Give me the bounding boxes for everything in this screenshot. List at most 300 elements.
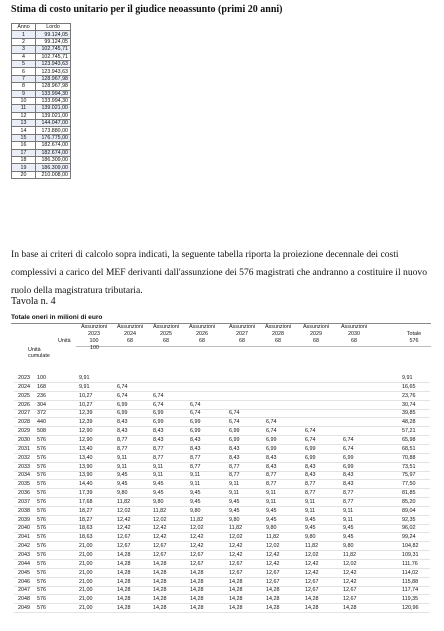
row-total: 48,28 [402, 419, 416, 426]
row-rule [14, 541, 430, 542]
row-value: 21,00 [79, 552, 93, 558]
row-value: 14,28 [117, 578, 131, 585]
row-value: 17,39 [79, 490, 93, 497]
row-year: 2048 [18, 596, 30, 603]
row-unita-cumulate: 576 [37, 436, 46, 443]
cell-anno: 5 [12, 60, 36, 67]
row-value: 8,43 [190, 445, 201, 452]
table4-header-rule [76, 346, 431, 347]
row-total: 85,20 [402, 498, 416, 505]
row-unita-cumulate: 372 [37, 410, 46, 417]
row-value: 8,43 [343, 472, 354, 479]
row-value: 6,74 [117, 383, 128, 390]
table-row [12, 157, 71, 164]
row-value: 9,45 [343, 534, 354, 541]
cell-lordo: 128.967,98 [36, 75, 71, 82]
cell-anno: 9 [12, 90, 36, 97]
row-year: 2034 [18, 472, 30, 479]
header-assunzioni-count: 68 [313, 338, 319, 344]
row-value: 11,82 [343, 552, 357, 558]
row-value: 21,00 [79, 569, 93, 576]
row-value: 21,00 [79, 578, 93, 585]
row-year: 2042 [18, 543, 30, 550]
row-year: 2029 [18, 428, 30, 435]
row-value: 12,02 [305, 552, 319, 558]
cell-anno: 15 [12, 134, 36, 141]
row-value: 14,28 [343, 605, 357, 612]
row-value: 13,40 [79, 445, 93, 452]
row-value: 12,42 [117, 516, 131, 523]
row-rule [14, 479, 430, 480]
row-value: 14,28 [305, 596, 319, 603]
row-value: 14,28 [266, 605, 280, 612]
row-value: 9,11 [117, 454, 128, 461]
row-value: 9,80 [343, 543, 354, 550]
table-row [12, 60, 71, 67]
row-value: 11,82 [190, 516, 204, 523]
row-value: 9,80 [229, 516, 240, 523]
row-total: 96,02 [402, 525, 416, 532]
row-value: 12,67 [305, 578, 319, 585]
row-unita-cumulate: 576 [37, 463, 46, 470]
cell-lordo: 102.745,71 [36, 53, 71, 60]
row-value: 14,28 [190, 569, 204, 576]
cell-lordo: 123.943,63 [36, 60, 71, 67]
row-year: 2023 [18, 375, 30, 381]
row-unita-cumulate: 576 [37, 552, 46, 558]
row-value: 6,74 [229, 410, 240, 417]
row-unita-cumulate: 576 [37, 587, 46, 594]
row-unita-cumulate: 576 [37, 569, 46, 576]
row-value: 14,28 [153, 587, 167, 594]
header-totale-count: 576 [409, 338, 419, 344]
row-year: 2024 [18, 383, 30, 390]
table-row [12, 31, 71, 38]
row-value: 12,67 [266, 569, 280, 576]
row-value: 8,77 [266, 472, 277, 479]
row-value: 17,68 [79, 498, 93, 505]
row-value: 14,28 [153, 596, 167, 603]
table-row [12, 75, 71, 82]
row-value: 6,99 [190, 419, 201, 426]
row-value: 8,43 [343, 481, 354, 488]
unit-cost-table [11, 23, 71, 179]
row-rule [14, 568, 430, 569]
header-assunzioni-count: 68 [163, 338, 169, 344]
row-value: 6,99 [117, 410, 128, 417]
row-total: 111,76 [402, 560, 418, 567]
row-unita-cumulate: 440 [37, 419, 46, 426]
header-totale-label: Totale [406, 331, 422, 337]
row-value: 12,42 [343, 578, 357, 585]
row-value: 6,99 [190, 428, 201, 435]
table-row [12, 120, 71, 127]
row-value: 8,77 [305, 490, 316, 497]
row-total: 9,91 [402, 375, 413, 381]
row-total: 77,50 [402, 481, 416, 488]
row-value: 6,74 [343, 436, 354, 443]
row-value: 6,99 [305, 445, 316, 452]
row-value: 14,28 [190, 587, 204, 594]
row-value: 21,00 [79, 543, 93, 550]
row-year: 2046 [18, 578, 30, 585]
row-value: 14,28 [229, 578, 243, 585]
table-row [12, 171, 71, 178]
row-rule [14, 497, 430, 498]
header-assunzioni-count: 100 [89, 338, 99, 344]
row-year: 2027 [18, 410, 30, 417]
row-value: 12,67 [190, 560, 204, 567]
row-value: 12,67 [117, 534, 131, 541]
row-value: 18,27 [79, 516, 93, 523]
table-row [12, 142, 71, 149]
row-year: 2038 [18, 507, 30, 514]
cell-anno: 6 [12, 68, 36, 75]
cell-anno: 17 [12, 149, 36, 156]
header-assunzioni-year: 2024 [124, 331, 136, 337]
row-year: 2041 [18, 534, 30, 541]
row-rule [14, 550, 430, 551]
row-year: 2037 [18, 498, 30, 505]
row-value: 6,74 [190, 410, 201, 417]
cell-lordo: 133.994,30 [36, 90, 71, 97]
row-value: 11,82 [117, 498, 131, 505]
row-year: 2040 [18, 525, 30, 532]
cell-lordo: 123.943,63 [36, 68, 71, 75]
row-rule [14, 586, 430, 587]
row-value: 12,39 [79, 410, 93, 417]
row-unita-cumulate: 576 [37, 481, 46, 488]
cell-anno: 1 [12, 31, 36, 38]
row-total: 104,82 [402, 543, 419, 550]
row-total: 81,85 [402, 490, 416, 497]
row-unita-cumulate: 576 [37, 543, 46, 550]
row-value: 8,77 [153, 454, 164, 461]
row-value: 12,42 [229, 552, 243, 558]
cell-lordo: 99.124,05 [36, 31, 71, 38]
row-value: 6,74 [266, 428, 277, 435]
row-value: 6,99 [266, 436, 277, 443]
table-row [12, 46, 71, 53]
row-value: 6,99 [266, 445, 277, 452]
row-value: 6,99 [343, 454, 354, 461]
header-assunzioni-count: 68 [127, 338, 133, 344]
row-value: 12,42 [266, 560, 280, 567]
row-total: 109,31 [402, 552, 419, 558]
row-value: 14,40 [79, 481, 93, 488]
row-value: 18,63 [79, 525, 93, 532]
row-value: 10,27 [79, 392, 93, 399]
row-value: 12,67 [305, 587, 319, 594]
header-unita-label: Unità [58, 338, 71, 344]
row-value: 12,67 [117, 543, 131, 550]
row-value: 12,42 [190, 543, 204, 550]
row-value: 12,02 [153, 516, 167, 523]
table-row [12, 90, 71, 97]
row-value: 9,45 [305, 516, 316, 523]
row-value: 14,28 [190, 605, 204, 612]
header-assunzioni-label: Assunzioni [264, 324, 292, 330]
row-value: 8,77 [343, 490, 354, 497]
row-year: 2032 [18, 454, 30, 461]
row-value: 9,45 [190, 498, 201, 505]
cell-anno: 18 [12, 157, 36, 164]
row-value: 12,67 [343, 587, 357, 594]
row-value: 21,00 [79, 596, 93, 603]
row-value: 14,28 [153, 578, 167, 585]
row-unita-cumulate: 304 [37, 401, 46, 408]
row-year: 2045 [18, 569, 30, 576]
cell-anno: 7 [12, 75, 36, 82]
row-year: 2043 [18, 552, 30, 558]
row-value: 9,45 [117, 481, 128, 488]
cell-lordo: 99.124,05 [36, 38, 71, 45]
row-value: 9,11 [190, 472, 201, 479]
row-value: 6,74 [117, 392, 128, 399]
header-assunzioni-year: 2025 [160, 331, 172, 337]
row-value: 8,43 [305, 472, 316, 479]
row-year: 2049 [18, 605, 30, 612]
row-value: 6,74 [305, 428, 316, 435]
row-value: 6,74 [305, 436, 316, 443]
table-caption: Tavola n. 4 [11, 296, 56, 307]
row-unita-cumulate: 576 [37, 578, 46, 585]
row-value: 9,11 [229, 490, 240, 497]
row-value: 6,74 [153, 392, 164, 399]
header-assunzioni-label: Assunzioni [188, 324, 216, 330]
row-value: 12,02 [190, 525, 204, 532]
row-value: 12,67 [153, 552, 167, 558]
row-rule [14, 426, 430, 427]
header-assunzioni-year: 2030 [348, 331, 360, 337]
row-value: 12,42 [229, 543, 243, 550]
header-assunzioni-year: 2029 [310, 331, 322, 337]
row-total: 16,65 [402, 383, 416, 390]
row-value: 11,82 [266, 534, 280, 541]
header-unita-cumulate-label: Unità cumulate [28, 347, 50, 359]
table-row [12, 127, 71, 134]
row-rule [14, 462, 430, 463]
header-first-unita: 100 [90, 345, 99, 351]
row-rule [14, 444, 430, 445]
row-value: 14,28 [117, 596, 131, 603]
row-rule [14, 391, 430, 392]
header-assunzioni-count: 68 [199, 338, 205, 344]
row-value: 8,43 [229, 445, 240, 452]
row-value: 12,39 [79, 419, 93, 426]
row-value: 14,28 [117, 605, 131, 612]
row-value: 12,02 [229, 534, 243, 541]
row-rule [14, 506, 430, 507]
header-assunzioni-count: 68 [275, 338, 281, 344]
row-unita-cumulate: 100 [37, 375, 46, 381]
row-value: 6,74 [343, 445, 354, 452]
row-value: 6,99 [229, 436, 240, 443]
row-total: 23,76 [402, 392, 416, 399]
column-header-lordo: Lordo [36, 24, 71, 31]
row-value: 9,45 [229, 498, 240, 505]
cell-anno: 11 [12, 105, 36, 112]
row-value: 8,77 [190, 454, 201, 461]
row-value: 6,99 [117, 401, 128, 408]
row-value: 14,28 [117, 560, 131, 567]
row-value: 9,11 [229, 481, 240, 488]
row-value: 6,74 [266, 419, 277, 426]
row-value: 12,42 [153, 525, 167, 532]
row-value: 9,45 [153, 481, 164, 488]
row-value: 9,11 [305, 498, 316, 505]
table-row [12, 68, 71, 75]
cell-anno: 4 [12, 53, 36, 60]
row-value: 9,11 [190, 481, 201, 488]
row-value: 8,77 [117, 436, 128, 443]
cell-lordo: 133.994,30 [36, 97, 71, 104]
body-paragraph: In base ai criteri di calcolo sopra indicati, la seguente tabella riporta la proiezione decennale dei costi complessivi a carico del MEF derivanti dall'assunzione dei 576 magistrati che andranno a costituire il nuovo ruolo della magistratura tributaria. [11, 249, 428, 296]
row-rule [14, 532, 430, 533]
table-row [12, 38, 71, 45]
row-value: 8,43 [266, 463, 277, 470]
row-rule [14, 603, 430, 604]
row-value: 14,28 [153, 569, 167, 576]
cell-lordo: 128.967,98 [36, 83, 71, 90]
row-value: 13,90 [79, 463, 93, 470]
row-value: 8,77 [190, 463, 201, 470]
row-value: 9,45 [305, 525, 316, 532]
row-value: 9,11 [266, 490, 277, 497]
row-value: 14,28 [229, 605, 243, 612]
row-value: 12,02 [343, 560, 357, 567]
row-year: 2026 [18, 401, 30, 408]
table-row [12, 105, 71, 112]
row-value: 8,77 [266, 481, 277, 488]
row-rule [14, 471, 430, 472]
row-year: 2044 [18, 560, 30, 567]
header-assunzioni-count: 68 [239, 338, 245, 344]
table-row [12, 149, 71, 156]
row-year: 2031 [18, 445, 30, 452]
row-unita-cumulate: 576 [37, 454, 46, 461]
row-value: 21,00 [79, 605, 93, 612]
row-year: 2030 [18, 436, 30, 443]
row-value: 9,45 [229, 507, 240, 514]
row-unita-cumulate: 508 [37, 428, 46, 435]
unit-cost-table-body [12, 31, 71, 179]
cell-anno: 8 [12, 83, 36, 90]
row-unita-cumulate: 576 [37, 472, 46, 479]
row-value: 12,02 [117, 507, 131, 514]
row-value: 6,74 [229, 419, 240, 426]
table-row [12, 112, 71, 119]
row-total: 119,35 [402, 596, 419, 603]
cell-lordo: 173.880,00 [36, 127, 71, 134]
cell-lordo: 182.674,00 [36, 142, 71, 149]
row-value: 6,74 [153, 401, 164, 408]
row-value: 12,42 [190, 534, 204, 541]
row-unita-cumulate: 576 [37, 605, 46, 612]
cell-anno: 14 [12, 127, 36, 134]
row-value: 8,43 [153, 436, 164, 443]
row-unita-cumulate: 236 [37, 392, 46, 399]
row-value: 8,77 [343, 498, 354, 505]
row-unita-cumulate: 576 [37, 560, 46, 567]
row-rule [14, 524, 430, 525]
row-value: 12,42 [153, 534, 167, 541]
header-assunzioni-label: Assunzioni [340, 324, 368, 330]
cell-anno: 16 [12, 142, 36, 149]
row-value: 12,42 [305, 569, 319, 576]
table-row [12, 97, 71, 104]
table4-title: Totale oneri in milioni di euro [11, 314, 103, 321]
row-total: 73,51 [402, 463, 416, 470]
row-value: 8,77 [153, 445, 164, 452]
row-value: 21,00 [79, 560, 93, 567]
row-unita-cumulate: 576 [37, 516, 46, 523]
row-value: 9,11 [117, 463, 128, 470]
row-value: 8,77 [229, 472, 240, 479]
row-total: 30,74 [402, 401, 416, 408]
cell-lordo: 144.047,00 [36, 120, 71, 127]
row-value: 11,82 [305, 543, 319, 550]
row-unita-cumulate: 576 [37, 490, 46, 497]
row-unita-cumulate: 576 [37, 445, 46, 452]
row-value: 14,28 [305, 605, 319, 612]
row-value: 9,80 [266, 525, 277, 532]
row-value: 9,11 [343, 507, 354, 514]
row-value: 11,82 [229, 525, 243, 532]
row-value: 14,28 [153, 560, 167, 567]
header-assunzioni-label: Assunzioni [116, 324, 144, 330]
row-unita-cumulate: 576 [37, 525, 46, 532]
row-total: 65,98 [402, 436, 416, 443]
row-value: 13,40 [79, 454, 93, 461]
table-row [12, 134, 71, 141]
row-value: 8,43 [190, 436, 201, 443]
row-year: 2035 [18, 481, 30, 488]
row-value: 14,28 [117, 569, 131, 576]
row-rule [14, 382, 430, 383]
row-value: 8,43 [229, 454, 240, 461]
cell-lordo: 210.008,00 [36, 171, 71, 178]
row-rule [14, 400, 430, 401]
cell-anno: 3 [12, 46, 36, 53]
row-value: 14,28 [229, 596, 243, 603]
row-value: 6,99 [153, 410, 164, 417]
row-value: 12,67 [266, 578, 280, 585]
row-year: 2047 [18, 587, 30, 594]
row-rule [14, 435, 430, 436]
row-value: 9,45 [266, 507, 277, 514]
header-assunzioni-count: 68 [351, 338, 357, 344]
cell-anno: 19 [12, 164, 36, 171]
row-value: 9,11 [153, 472, 164, 479]
row-value: 14,28 [117, 552, 131, 558]
row-value: 6,99 [153, 419, 164, 426]
cell-anno: 20 [12, 171, 36, 178]
row-value: 8,43 [117, 419, 128, 426]
row-value: 14,28 [190, 578, 204, 585]
row-rule [14, 559, 430, 560]
row-value: 21,00 [79, 587, 93, 594]
row-value: 8,43 [266, 454, 277, 461]
row-value: 12,90 [79, 428, 93, 435]
row-unita-cumulate: 576 [37, 498, 46, 505]
header-assunzioni-label: Assunzioni [152, 324, 180, 330]
row-value: 6,99 [305, 454, 316, 461]
row-value: 12,90 [79, 436, 93, 443]
row-value: 9,45 [266, 516, 277, 523]
row-value: 14,28 [153, 605, 167, 612]
cell-lordo: 176.775,00 [36, 134, 71, 141]
